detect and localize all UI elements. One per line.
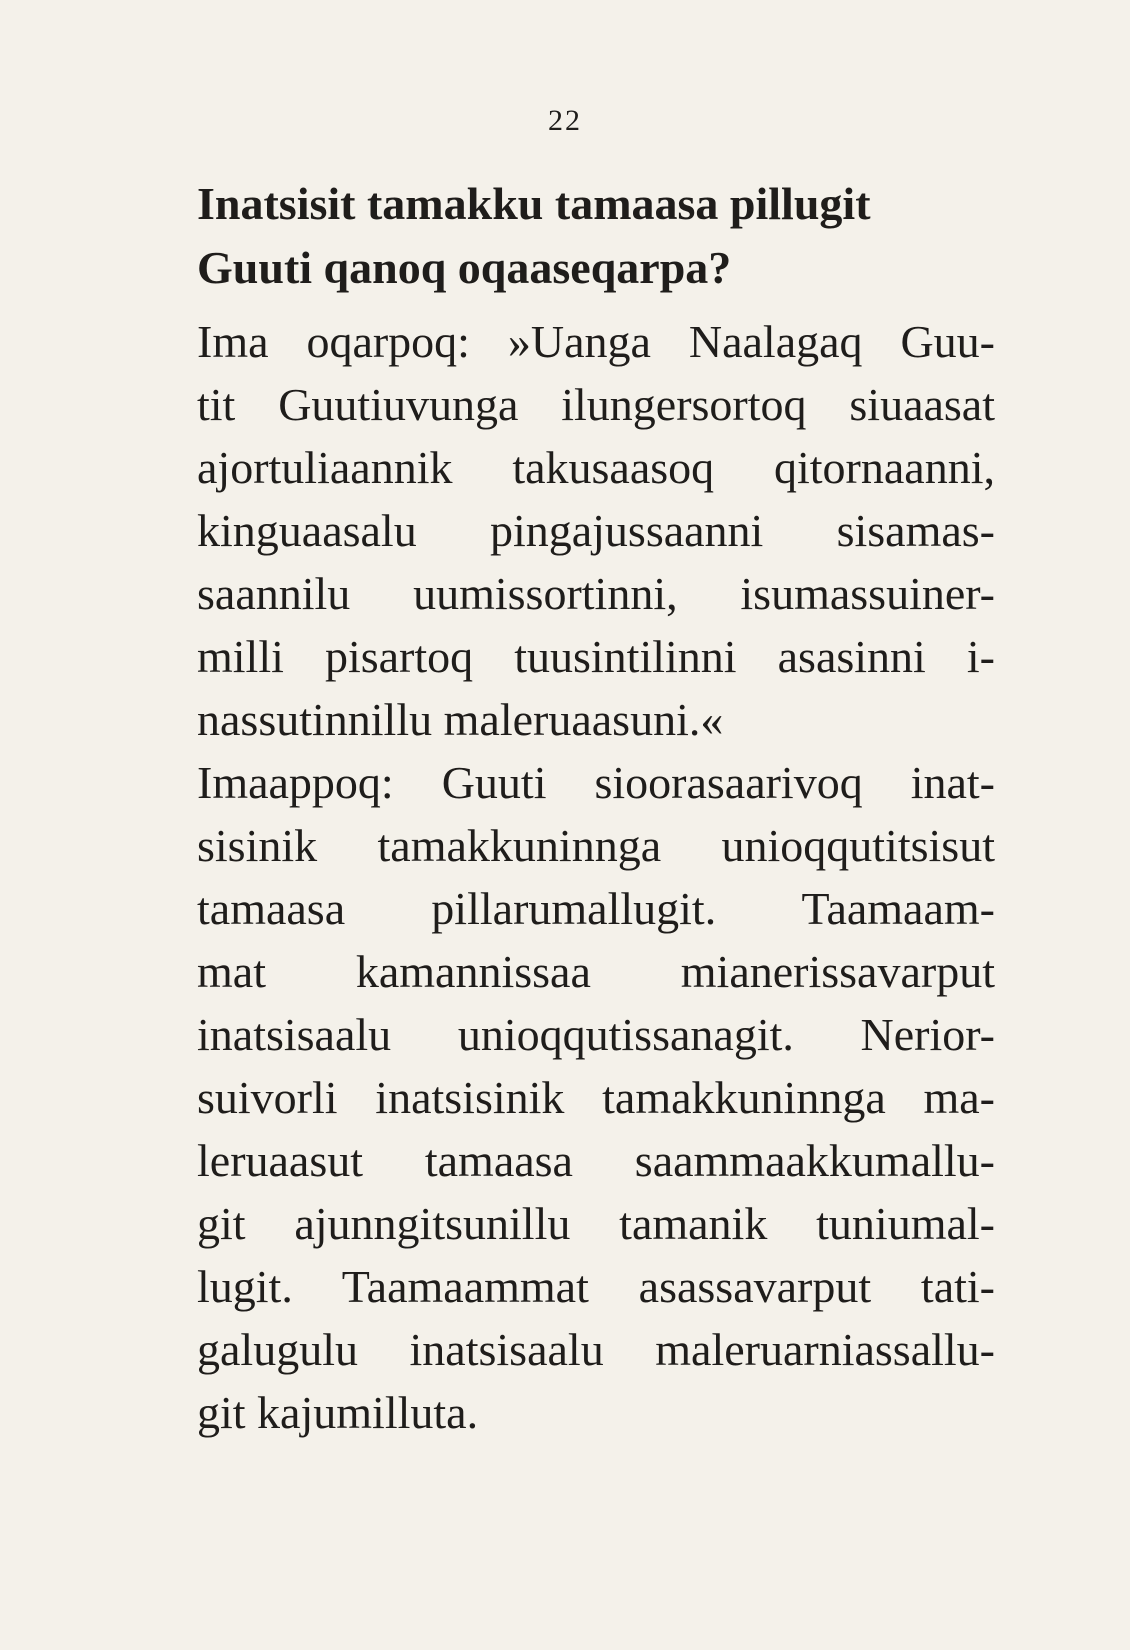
page-number: 22 (548, 104, 582, 137)
body-line: sisinik tamakkuninnga unioqqutitsisut (197, 820, 995, 871)
body-line: galugulu inatsisaalu maleruarniassallu- (197, 1324, 995, 1375)
body-line: tamaasa pillarumallugit. Taamaam- (197, 883, 995, 934)
body-line: nassutinnillu maleruaasuni.« (197, 694, 724, 745)
body-line: suivorli inatsisinik tamakkuninnga ma- (197, 1072, 995, 1123)
heading-line: Guuti qanoq oqaaseqarpa? (197, 242, 732, 293)
body-line: mat kamannissaa mianerissavarput (197, 946, 995, 997)
body-line: lugit. Taamaammat asassavarput tati- (197, 1261, 995, 1312)
body-line: inatsisaalu unioqqutissanagit. Nerior- (197, 1009, 995, 1060)
body-line: git kajumilluta. (197, 1387, 479, 1438)
body-line: Ima oqarpoq: »Uanga Naalagaq Guu- (197, 316, 995, 367)
body-line: tit Guutiuvunga ilungersortoq siuaasat (197, 379, 995, 430)
body-line: kinguaasalu pingajussaanni sisamas- (197, 505, 995, 556)
heading-line: Inatsisit tamakku tamaasa pillugit (197, 178, 871, 229)
body-line: ajortuliaannik takusaasoq qitornaanni, (197, 442, 995, 493)
body-line: milli pisartoq tuusintilinni asasinni i- (197, 631, 995, 682)
body-line: git ajunngitsunillu tamanik tuniumal- (197, 1198, 995, 1249)
text-block (197, 172, 995, 1444)
body-line: Imaappoq: Guuti sioorasaarivoq inat- (197, 757, 995, 808)
body-line: leruaasut tamaasa saammaakkumallu- (197, 1135, 995, 1186)
body-line: saannilu uumissortinni, isumassuiner- (197, 568, 995, 619)
